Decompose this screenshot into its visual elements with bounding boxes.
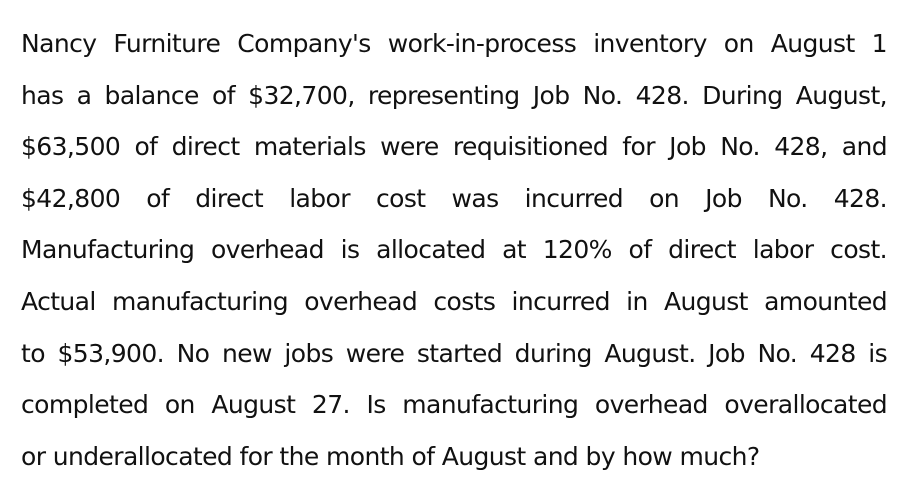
paragraph-line: Actual manufacturing overhead costs incurred in August amounted	[21, 286, 887, 316]
paragraph-line: Manufacturing overhead is allocated at 120% of direct labor cost.	[21, 235, 887, 265]
paragraph-line: has a balance of $32,700, representing Job No. 428. During August,	[21, 80, 887, 110]
paragraph-line: Nancy Furniture Company's work-in-process inventory on August 1	[21, 29, 887, 58]
paragraph-line: $63,500 of direct materials were requisitioned for Job No. 428, and	[21, 132, 887, 162]
paragraph-line: $42,800 of direct labor cost was incurred on Job No. 428.	[21, 183, 887, 213]
paragraph-line: completed on August 27. Is manufacturing overhead overallocated	[21, 390, 887, 420]
paragraph-line: or underallocated for the month of August and by how much?	[21, 441, 760, 471]
paragraph-line: to $53,900. No new jobs were started during August. Job No. 428 is	[21, 338, 887, 368]
problem-paragraph	[21, 18, 887, 482]
